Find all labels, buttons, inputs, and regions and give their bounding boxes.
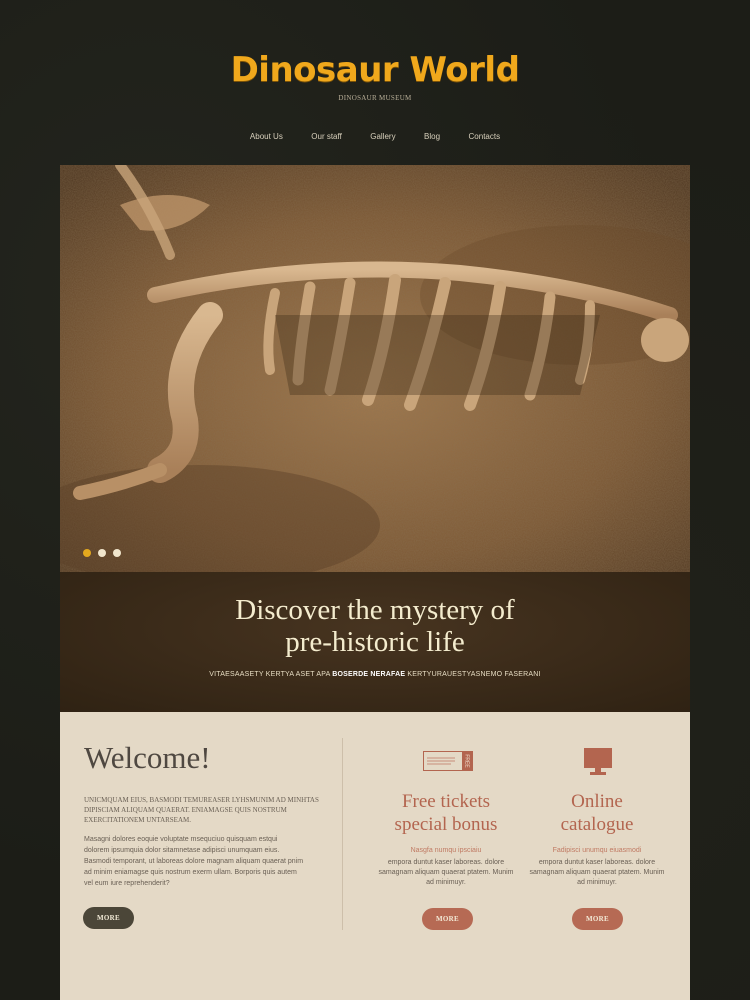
slider-dot-3[interactable] xyxy=(113,549,121,557)
slider-dot-1[interactable] xyxy=(83,549,91,557)
slider-dot-2[interactable] xyxy=(98,549,106,557)
feature-subtitle[interactable]: Nasgfa numqu ipsciaiu xyxy=(410,847,482,854)
monitor-icon xyxy=(583,747,613,777)
content-section xyxy=(60,712,690,1000)
free-tickets-more-button[interactable]: MORE xyxy=(422,908,473,930)
content-divider xyxy=(342,738,343,930)
hero-slider[interactable] xyxy=(60,165,690,572)
feature-title xyxy=(371,790,521,836)
feature-text: empora duntut kaser laboreas. dolore samagnam aliquam quaerat ptatem. Munim ad minimuyr. xyxy=(529,859,665,886)
site-header xyxy=(0,0,750,165)
banner-subtitle-highlight: BOSERDE NERAFAE xyxy=(332,671,406,678)
feature-subtitle[interactable]: Fadipisci unumqu eiuasmodi xyxy=(552,847,642,854)
banner-subtitle-part2: KERTYURAUESTYASNEMO FASERANI xyxy=(405,671,541,678)
nav-item-gallery[interactable]: Gallery xyxy=(370,132,396,141)
banner-title xyxy=(60,594,690,658)
feature-title-line1: Online xyxy=(571,791,623,812)
ticket-icon-label: FREE xyxy=(463,754,470,768)
banner-subtitle-part1: VITAESAASETY KERTYA ASET APA xyxy=(209,671,333,678)
nav-item-our-staff[interactable]: Our staff xyxy=(311,132,342,141)
main-nav xyxy=(0,126,750,144)
welcome-more-button[interactable]: MORE xyxy=(83,907,134,929)
site-tagline: DINOSAUR MUSEUM xyxy=(338,94,412,102)
feature-title-line2: special bonus xyxy=(394,814,498,835)
feature-text: empora duntut kaser laboreas. dolore samagnam aliquam quaerat ptatem. Munim ad minimuyr. xyxy=(378,859,514,886)
feature-title-line2: catalogue xyxy=(560,814,634,835)
nav-item-about-us[interactable]: About Us xyxy=(249,132,283,141)
welcome-intro: UNICMQUAM EIUS, BASMODI TEMUREASER LYHSMUNIM AD MINHTAS DIPISCIAM ALIQUAM QUAERAT. ENIAMAGSE QUIS NOSTRUM EXERCITATIONEM UNTARSEAM. xyxy=(84,796,319,824)
fossil-skeleton-image xyxy=(60,165,690,572)
online-catalogue-more-button[interactable]: MORE xyxy=(572,908,623,930)
feature-title xyxy=(522,790,672,836)
nav-item-blog[interactable]: Blog xyxy=(424,132,441,141)
feature-title-line1: Free tickets xyxy=(401,791,491,812)
banner-title-line1: Discover the mystery of xyxy=(235,594,515,626)
banner-title-line2: pre-historic life xyxy=(285,626,465,658)
hero-banner xyxy=(60,572,690,712)
welcome-title: Welcome! xyxy=(84,740,211,775)
site-logo[interactable]: Dinosaur World xyxy=(230,50,520,90)
banner-subtitle xyxy=(60,671,690,678)
ticket-icon xyxy=(423,751,473,771)
welcome-text: Masagni dolores eoquie voluptate msequciuo quisquam estqui dolorem ipsumquia dolor sitamnetase adipisci unumquam eius. Basmodi temporant, ut laboreas dolore magnam aliquam quaerat pnim ad minim eniamagse quis nostrum exerm ullam. Borporis quis autem vel eum iure reprehenderit? xyxy=(84,836,304,887)
nav-item-contacts[interactable]: Contacts xyxy=(468,132,501,141)
